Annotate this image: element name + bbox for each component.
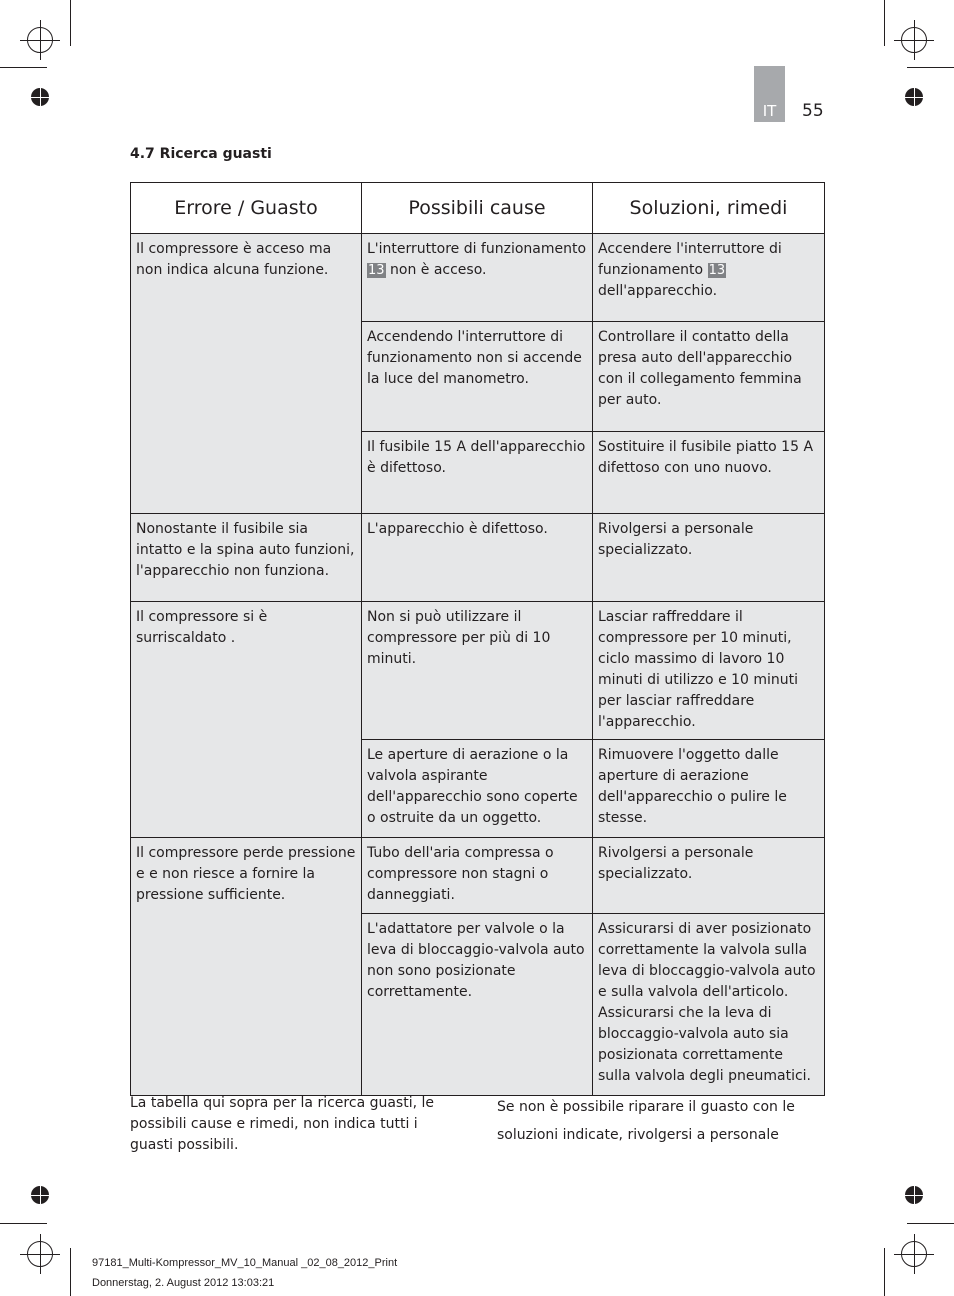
registration-dot-icon — [905, 88, 923, 106]
reference-number-badge: 13 — [708, 263, 726, 278]
cause-cell: Le aperture di aerazione o la valvola aspirante dell'apparecchio sono coperte o ostruite da un oggetto. — [362, 740, 593, 838]
crop-mark — [907, 67, 954, 68]
crop-mark — [70, 0, 71, 46]
registration-dot-icon — [31, 88, 49, 106]
cause-cell: Non si può utilizzare il compressore per più di 10 minuti. — [362, 602, 593, 740]
table-row — [131, 234, 825, 322]
solution-cell — [593, 234, 825, 322]
error-cell: Il compressore perde pressione e e non riesce a fornire la pressione sufficiente. — [131, 838, 362, 1096]
note-left: La tabella qui sopra per la ricerca guasti, le possibili cause e rimedi, non indica tutti i guasti possibili. — [130, 1095, 435, 1153]
error-cell: Il compressore è acceso ma non indica alcuna funzione. — [131, 234, 362, 514]
table-row — [131, 602, 825, 740]
cause-cell: Accendendo l'interruttore di funzionamento non si accende la luce del manometro. — [362, 322, 593, 432]
cause-cell: L'apparecchio è difettoso. — [362, 514, 593, 602]
column-header-error: Errore / Guasto — [131, 183, 362, 234]
solution-cell: Assicurarsi di aver posizionato correttamente la valvola sulla leva di bloccaggio-valvola auto e sulla valvola dell'articolo. Assicurarsi che la leva di bloccaggio-valvola auto sia posizionata correttamente sulla valvola degli pneumatici. — [593, 914, 825, 1096]
solution-cell: Rivolgersi a personale specializzato. — [593, 838, 825, 914]
crop-mark — [0, 1223, 47, 1224]
reference-number-badge: 13 — [368, 263, 385, 278]
solution-cell: Rimuovere l'oggetto dalle aperture di aerazione dell'apparecchio o pulire le stesse. — [593, 740, 825, 838]
error-cell: Nonostante il fusibile sia intatto e la spina auto funzioni, l'apparecchio non funziona. — [131, 514, 362, 602]
print-footer-file: 97181_Multi-Kompressor_MV_10_Manual _02_08_2012_Print — [92, 1257, 398, 1269]
registration-mark-icon — [901, 1241, 927, 1267]
column-header-causes: Possibili cause — [362, 183, 593, 234]
note-right: Se non è possibile riparare il guasto con le soluzioni indicate, rivolgersi a personale — [497, 1099, 795, 1143]
cause-cell: Il fusibile 15 A dell'apparecchio è difettoso. — [362, 432, 593, 514]
registration-mark-icon — [27, 1241, 53, 1267]
solution-cell: Controllare il contatto della presa auto dell'apparecchio con il collegamento femmina per auto. — [593, 322, 825, 432]
crop-mark — [0, 67, 47, 68]
language-tab-label: IT — [762, 102, 777, 120]
crop-mark — [907, 1223, 954, 1224]
solution-text: Accendere l'interruttore di funzionamento — [598, 241, 782, 278]
troubleshooting-table — [130, 182, 825, 1096]
solution-cell: Sostituire il fusibile piatto 15 A difettoso con uno nuovo. — [593, 432, 825, 514]
crop-mark — [884, 0, 885, 46]
cause-cell: L'adattatore per valvole o la leva di bloccaggio-valvola auto non sono posizionate correttamente. — [362, 914, 593, 1096]
table-header-row — [131, 183, 825, 234]
registration-mark-icon — [901, 27, 927, 53]
registration-dot-icon — [905, 1186, 923, 1204]
error-cell: Il compressore si è surriscaldato . — [131, 602, 362, 838]
section-title: 4.7 Ricerca guasti — [130, 146, 272, 162]
crop-mark — [70, 1248, 71, 1296]
cause-text: L'interruttore di funzionamento — [367, 241, 587, 257]
table-row — [131, 514, 825, 602]
solution-cell: Lasciar raffreddare il compressore per 10 minuti, ciclo massimo di lavoro 10 minuti di utilizzo e 10 minuti per lasciar raffreddare l'apparecchio. — [593, 602, 825, 740]
cause-cell — [362, 234, 593, 322]
page-number: 55 — [802, 101, 824, 121]
print-footer-date: Donnerstag, 2. August 2012 13:03:21 — [92, 1277, 275, 1289]
solution-text: dell'apparecchio. — [598, 283, 718, 299]
language-tab — [754, 66, 785, 122]
cause-cell: Tubo dell'aria compressa o compressore non stagni o danneggiati. — [362, 838, 593, 914]
column-header-solutions: Soluzioni, rimedi — [593, 183, 825, 234]
crop-mark — [884, 1248, 885, 1296]
solution-cell: Rivolgersi a personale specializzato. — [593, 514, 825, 602]
registration-dot-icon — [31, 1186, 49, 1204]
table-row — [131, 838, 825, 914]
registration-mark-icon — [27, 27, 53, 53]
cause-text: non è acceso. — [390, 262, 487, 278]
